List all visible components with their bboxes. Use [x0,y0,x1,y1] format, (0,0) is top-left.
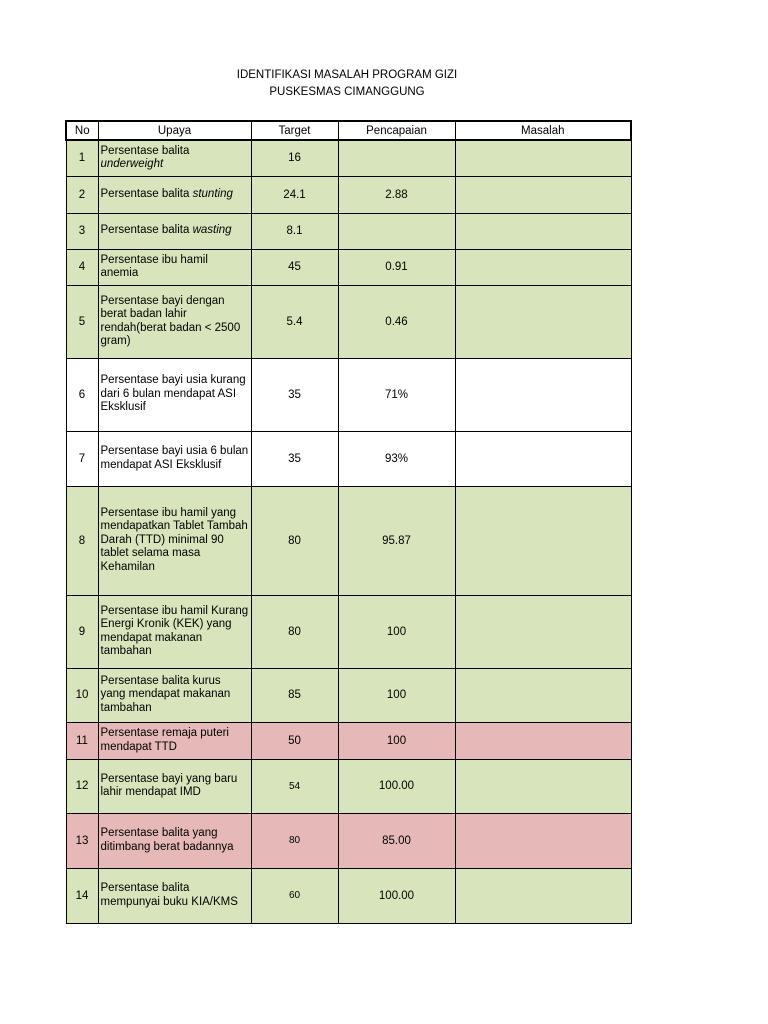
cell-upaya [98,176,251,213]
cell-upaya [98,486,251,595]
cell-upaya-italic-term: stunting [192,187,233,200]
table-body [66,140,631,923]
cell-pencapaian: 100 [338,595,455,668]
cell-upaya [98,813,251,868]
cell-upaya-text: Persentase balita mempunyai buku KIA/KMS [100,882,238,908]
cell-pencapaian: 95.87 [338,486,455,595]
cell-target: 54 [251,759,338,813]
cell-upaya-text: Persentase bayi dengan berat badan lahir rendah(berat badan < 2500 gram) [100,294,241,347]
cell-masalah [455,813,631,868]
cell-upaya-text: Persentase balita [100,187,190,200]
cell-masalah [455,213,631,249]
cell-no: 11 [66,722,98,759]
cell-upaya-italic-term: wasting [192,224,232,237]
problem-table [65,120,632,924]
cell-target: 60 [251,868,338,923]
table-row [66,813,631,868]
cell-target: 50 [251,722,338,759]
cell-pencapaian: 2.88 [338,176,455,213]
cell-upaya-text: Persentase bayi usia 6 bulan mendapat ASI Eksklusif [100,445,249,471]
table-row [66,176,631,213]
cell-pencapaian: 93% [338,431,455,486]
cell-upaya-text: Persentase ibu hamil anemia [100,253,208,279]
cell-pencapaian: 100 [338,722,455,759]
cell-pencapaian: 100 [338,668,455,722]
cell-upaya [98,213,251,249]
table-row [66,722,631,759]
cell-upaya [98,249,251,285]
page-title: IDENTIFIKASI MASALAH PROGRAM GIZI [236,69,458,81]
table-row [66,285,631,358]
cell-masalah [455,249,631,285]
cell-no: 7 [66,431,98,486]
table-row [66,140,631,176]
cell-target: 80 [251,486,338,595]
cell-target: 16 [251,140,338,176]
cell-no: 5 [66,285,98,358]
cell-upaya [98,285,251,358]
cell-upaya-italic-term: underweight [100,158,164,171]
cell-pencapaian [338,213,455,249]
cell-no: 1 [66,140,98,176]
table-row [66,759,631,813]
cell-masalah [455,668,631,722]
cell-no: 12 [66,759,98,813]
cell-upaya-text: Persentase balita kurus yang mendapat makanan tambahan [100,674,231,714]
cell-upaya-text: Persentase balita [100,144,190,157]
cell-target: 24.1 [251,176,338,213]
cell-pencapaian: 71% [338,358,455,431]
cell-upaya [98,431,251,486]
cell-masalah [455,176,631,213]
cell-upaya-text: Persentase balita yang ditimbang berat badannya [100,827,234,853]
cell-upaya [98,759,251,813]
cell-target: 5.4 [251,285,338,358]
cell-no: 13 [66,813,98,868]
table-row [66,249,631,285]
cell-no: 8 [66,486,98,595]
cell-masalah [455,868,631,923]
cell-target: 35 [251,358,338,431]
cell-upaya-text: Persentase ibu hamil yang mendapatkan Tablet Tambah Darah (TTD) minimal 90 tablet selama masa Kehamilan [100,506,248,573]
cell-target: 80 [251,813,338,868]
cell-no: 6 [66,358,98,431]
cell-upaya [98,140,251,176]
cell-target: 8.1 [251,213,338,249]
table-header-row [66,121,631,140]
column-header-pencapaian: Pencapaian [338,121,455,140]
cell-pencapaian: 100.00 [338,868,455,923]
cell-no: 10 [66,668,98,722]
cell-no: 14 [66,868,98,923]
cell-pencapaian: 0.46 [338,285,455,358]
cell-upaya [98,595,251,668]
cell-pencapaian: 85.00 [338,813,455,868]
cell-upaya-text: Persentase bayi usia kurang dari 6 bulan mendapat ASI Eksklusif [100,374,246,414]
cell-upaya [98,668,251,722]
table-row [66,868,631,923]
cell-target: 35 [251,431,338,486]
table-row [66,595,631,668]
cell-upaya [98,722,251,759]
table-row [66,358,631,431]
cell-masalah [455,595,631,668]
table-row [66,668,631,722]
cell-masalah [455,722,631,759]
column-header-no: No [66,121,98,140]
cell-masalah [455,486,631,595]
cell-upaya [98,358,251,431]
table-row [66,486,631,595]
cell-target: 80 [251,595,338,668]
cell-masalah [455,431,631,486]
cell-target: 45 [251,249,338,285]
cell-upaya-text: Persentase balita [100,224,190,237]
cell-no: 9 [66,595,98,668]
column-header-upaya: Upaya [98,121,251,140]
cell-upaya-text: Persentase remaja puteri mendapat TTD [100,727,229,753]
page-subtitle: PUSKESMAS CIMANGGUNG [269,86,425,98]
cell-no: 2 [66,176,98,213]
column-header-target: Target [251,121,338,140]
cell-no: 4 [66,249,98,285]
cell-no: 3 [66,213,98,249]
cell-masalah [455,358,631,431]
table-row [66,431,631,486]
cell-masalah [455,140,631,176]
cell-pencapaian: 0.91 [338,249,455,285]
cell-masalah [455,759,631,813]
cell-masalah [455,285,631,358]
cell-target: 85 [251,668,338,722]
table-row [66,213,631,249]
cell-pencapaian [338,140,455,176]
cell-upaya [98,868,251,923]
cell-upaya-text: Persentase bayi yang baru lahir mendapat IMD [100,772,238,798]
column-header-masalah: Masalah [455,121,631,140]
cell-upaya-text: Persentase ibu hamil Kurang Energi Kronik (KEK) yang mendapat makanan tambahan [100,604,249,657]
cell-pencapaian: 100.00 [338,759,455,813]
